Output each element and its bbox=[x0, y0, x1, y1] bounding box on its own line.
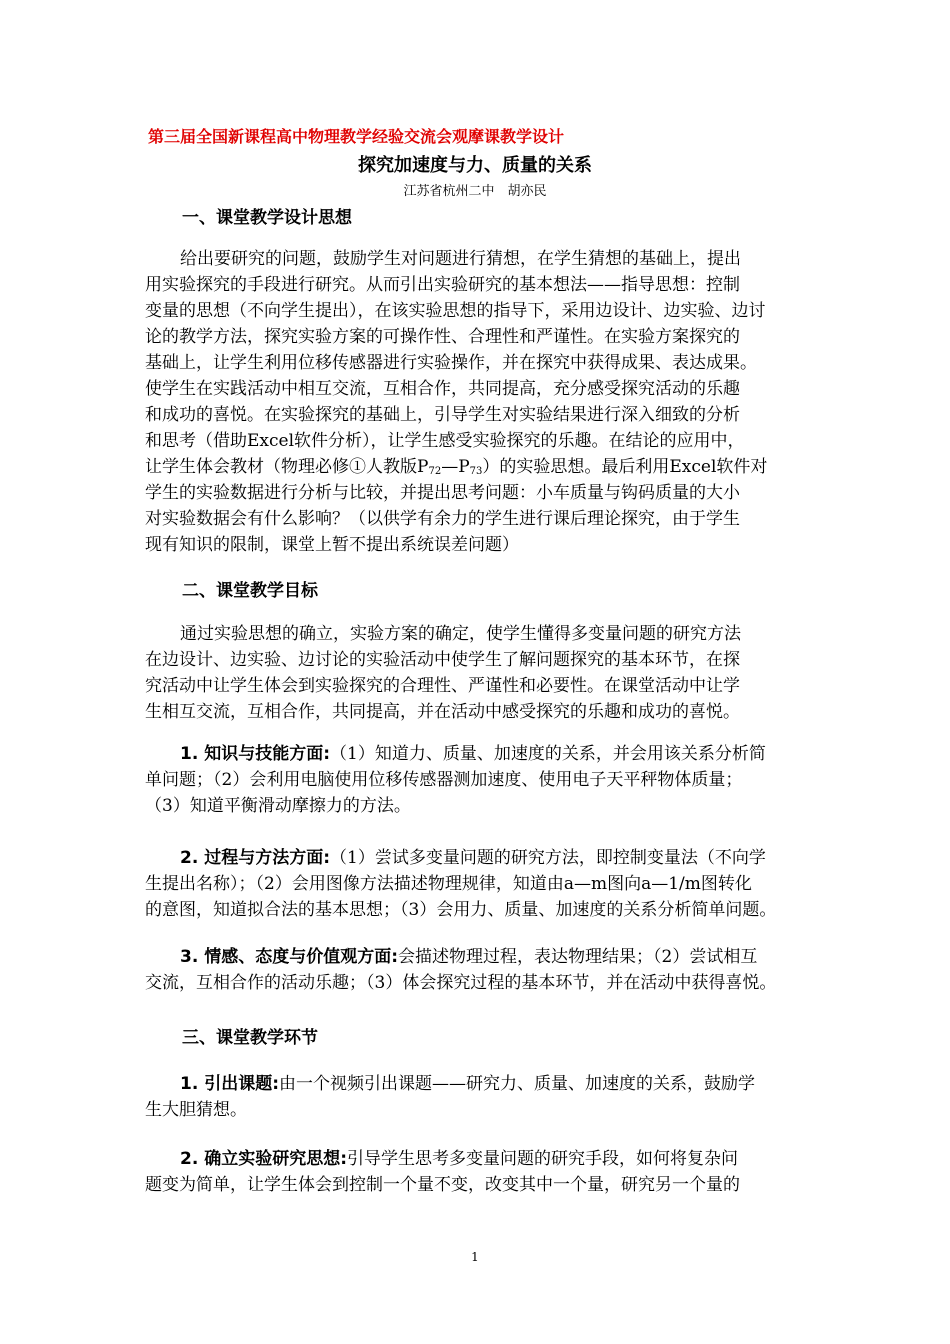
text-span: 引导学生思考多变量问题的研究手段，如何将复杂问 bbox=[347, 1149, 739, 1169]
section1-paragraph bbox=[145, 246, 805, 558]
subscript-page-start: 72 bbox=[428, 466, 442, 477]
paragraph-line: 通过实验思想的确立，实验方案的确定，使学生懂得多变量问题的研究方法 bbox=[180, 624, 741, 644]
section-heading-goals: 二、课堂教学目标 bbox=[182, 581, 318, 601]
paragraph-line: 基础上，让学生利用位移传感器进行实验操作，并在探究中获得成果、表达成果。 bbox=[145, 353, 757, 373]
paragraph-line: 的意图，知道拟合法的基本思想；（3）会用力、质量、加速度的关系分析简单问题。 bbox=[145, 900, 777, 920]
paragraph-line: 题变为简单，让学生体会到控制一个量不变，改变其中一个量，研究另一个量的 bbox=[145, 1175, 740, 1195]
text-span: （1）知道力、质量、加速度的关系，并会用该关系分析简 bbox=[330, 744, 766, 764]
paragraph-line bbox=[145, 944, 805, 970]
goal-process-methods bbox=[145, 845, 805, 923]
text-span: 让学生体会教材（物理必修①人教版P bbox=[145, 457, 429, 477]
document-title: 探究加速度与力、质量的关系 bbox=[358, 155, 592, 176]
paragraph-line: 变量的思想（不向学生提出），在该实验思想的指导下，采用边设计、边实验、边讨 bbox=[145, 301, 766, 321]
paragraph-line: 给出要研究的问题，鼓励学生对问题进行猜想，在学生猜想的基础上，提出 bbox=[180, 249, 741, 269]
step-introduce-topic bbox=[145, 1071, 805, 1123]
text-span: （1）尝试多变量问题的研究方法，即控制变量法（不向学 bbox=[330, 848, 766, 868]
step-label: 1. 引出课题: bbox=[180, 1074, 280, 1094]
paragraph-line: 生相互交流，互相合作，共同提高，并在活动中感受探究的乐趣和成功的喜悦。 bbox=[145, 702, 740, 722]
paragraph-line: 生提出名称）；（2）会用图像方法描述物理规律，知道由a—m图向a—1/m图转化 bbox=[145, 874, 752, 894]
text-span: 会描述物理过程，表达物理结果；（2）尝试相互 bbox=[398, 947, 758, 967]
paragraph-line: 和成功的喜悦。在实验探究的基础上，引导学生对实验结果进行深入细致的分析 bbox=[145, 405, 740, 425]
paragraph-line: 究活动中让学生体会到实验探究的合理性、严谨性和必要性。在课堂活动中让学 bbox=[145, 676, 740, 696]
text-span: —P bbox=[441, 457, 470, 477]
paragraph-line: 对实验数据会有什么影响？（以供学有余力的学生进行课后理论探究，由于学生 bbox=[145, 509, 740, 529]
paragraph-line bbox=[145, 1071, 805, 1097]
paragraph-line: （3）知道平衡滑动摩擦力的方法。 bbox=[145, 796, 411, 816]
paragraph-line: 现有知识的限制，课堂上暂不提出系统误差问题） bbox=[145, 535, 519, 555]
page-number: 1 bbox=[471, 1250, 479, 1264]
goal-label: 2. 过程与方法方面: bbox=[180, 848, 331, 868]
paragraph-line: 生大胆猜想。 bbox=[145, 1100, 247, 1120]
section-heading-steps: 三、课堂教学环节 bbox=[182, 1028, 318, 1048]
text-span: ）的实验思想。最后利用Excel软件对 bbox=[482, 457, 768, 477]
paragraph-line bbox=[145, 454, 805, 480]
conference-header: 第三届全国新课程高中物理教学经验交流会观摩课教学设计 bbox=[148, 127, 565, 146]
paragraph-line: 论的教学方法，探究实验方案的可操作性、合理性和严谨性。在实验方案探究的 bbox=[145, 327, 740, 347]
paragraph-line: 交流，互相合作的活动乐趣；（3）体会探究过程的基本环节，并在活动中获得喜悦。 bbox=[145, 973, 777, 993]
paragraph-line bbox=[145, 845, 805, 871]
goal-emotion-values bbox=[145, 944, 805, 996]
author-line: 江苏省杭州二中 胡亦民 bbox=[403, 184, 547, 199]
goal-label: 3. 情感、态度与价值观方面: bbox=[180, 947, 399, 967]
section-heading-design: 一、课堂教学设计思想 bbox=[182, 208, 352, 228]
paragraph-line: 学生的实验数据进行分析与比较，并提出思考问题：小车质量与钩码质量的大小 bbox=[145, 483, 740, 503]
paragraph-line: 使学生在实践活动中相互交流，互相合作，共同提高，充分感受探究活动的乐趣 bbox=[145, 379, 740, 399]
paragraph-line: 和思考（借助Excel软件分析），让学生感受实验探究的乐趣。在结论的应用中， bbox=[145, 431, 745, 451]
paragraph-line: 单问题；（2）会利用电脑使用位移传感器测加速度、使用电子天平秤物体质量； bbox=[145, 770, 743, 790]
paragraph-line: 在边设计、边实验、边讨论的实验活动中使学生了解问题探究的基本环节，在探 bbox=[145, 650, 740, 670]
paragraph-line: 用实验探究的手段进行研究。从而引出实验研究的基本想法——指导思想：控制 bbox=[145, 275, 740, 295]
step-establish-idea bbox=[145, 1146, 805, 1198]
section2-paragraph bbox=[145, 621, 805, 725]
goal-label: 1. 知识与技能方面: bbox=[180, 744, 331, 764]
goal-knowledge-skills bbox=[145, 741, 805, 819]
subscript-page-end: 73 bbox=[469, 466, 483, 477]
paragraph-line bbox=[145, 1146, 805, 1172]
text-span: 由一个视频引出课题——研究力、质量、加速度的关系，鼓励学 bbox=[279, 1074, 756, 1094]
step-label: 2. 确立实验研究思想: bbox=[180, 1149, 348, 1169]
paragraph-line bbox=[145, 741, 805, 767]
